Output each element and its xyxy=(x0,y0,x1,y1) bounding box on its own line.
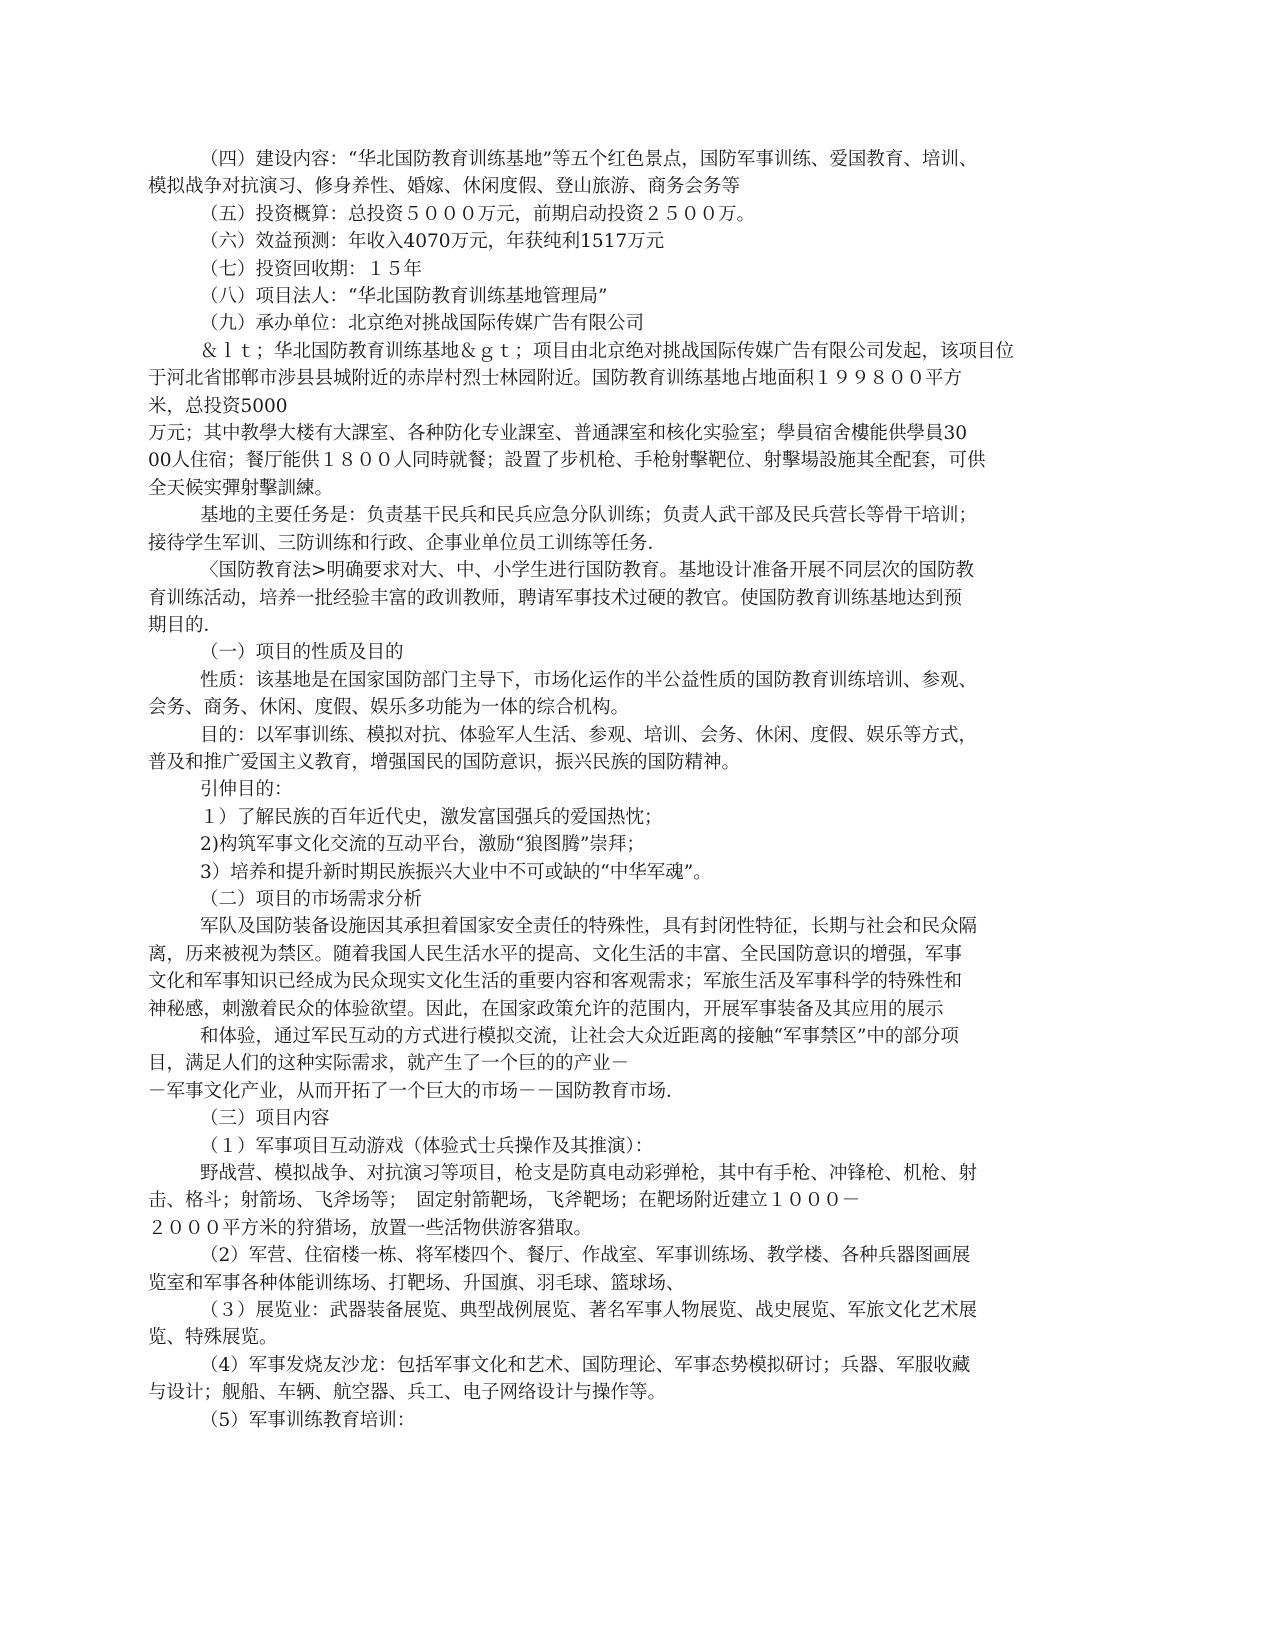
text-line: （2）军营、住宿楼一栋、将军楼四个、餐厅、作战室、军事训练场、教学楼、各种兵器图画展 xyxy=(200,1245,971,1267)
text-line: 于河北省邯郸市涉县县城附近的赤岸村烈士林园附近。国防教育训练基地占地面积１９９８００平方 xyxy=(148,368,963,390)
text-line: 文化和军事知识已经成为民众现实文化生活的重要内容和客观需求；军旅生活及军事科学的特殊性和 xyxy=(148,971,963,993)
text-line: （5）军事训练教育培训： xyxy=(200,1409,416,1431)
text-line: （四）建设内容：“华北国防教育训练基地”等五个红色景点，国防军事训练、爱国教育、培训、 xyxy=(200,149,978,170)
text-line: （五）投资概算：总投资５０００万元，前期启动投资２５００万。 xyxy=(200,203,756,225)
text-line: 万元；其中教學大楼有大課室、各种防化专业課室、普通課室和核化实验室；學員宿舍樓能供學員30 xyxy=(148,423,968,445)
text-line: 00人住宿；餐厅能供１８００人同時就餐；設置了步机枪、手枪射擊靶位、射擊場設施其全配套，可供 xyxy=(148,450,986,472)
text-line: １）了解民族的百年近代史，激发富国强兵的爱国热忱； xyxy=(200,806,663,828)
text-line: 神秘感，刺激着民众的体验欲望。因此，在国家政策允许的范围内，开展军事装备及其应用的展示 xyxy=(148,998,944,1020)
text-line: ＆ｌｔ；华北国防教育训练基地＆ｇｔ；项目由北京绝对挑战国际传媒广告有限公司发起，该项目位 xyxy=(200,340,1015,362)
text-line: 和体验，通过军民互动的方式进行模拟交流，让社会大众近距离的接触“军事禁区”中的部分项 xyxy=(200,1026,959,1047)
text-line: 接待学生军训、三防训练和行政、企事业单位员工训练等任务． xyxy=(148,532,667,554)
text-line: 2)构筑军事文化交流的互动平台，激励“狼图腾”崇拜； xyxy=(200,834,645,856)
text-line: －军事文化产业，从而开拓了一个巨大的市场－－国防教育市场． xyxy=(148,1080,685,1102)
text-line: 〈国防教育法>明确要求对大、中、小学生进行国防教育。基地设计准备开展不同层次的国防教 xyxy=(200,560,975,582)
text-line: 普及和推广爱国主义教育，增强国民的国防意识，振兴民族的国防精神。 xyxy=(148,751,741,773)
text-line: 期目的． xyxy=(148,614,223,636)
text-line: 3）培养和提升新时期民族振兴大业中不可或缺的“中华军魂”。 xyxy=(200,861,712,883)
text-line: 览室和军事各种体能训练场、打靶场、升国旗、羽毛球、篮球场、 xyxy=(148,1272,685,1294)
text-line: 育训练活动，培养一批经验丰富的政训教师，聘请军事技术过硬的教官。使国防教育训练基地达到预 xyxy=(148,587,963,609)
text-line: 军队及国防装备设施因其承担着国家安全责任的特殊性，具有封闭性特征，长期与社会和民众隔 xyxy=(200,916,978,938)
text-line: （三）项目内容 xyxy=(200,1108,330,1130)
text-line: （八）项目法人：“华北国防教育训练基地管理局” xyxy=(200,286,608,308)
text-line: 离，历来被视为禁区。随着我国人民生活水平的提高、文化生活的丰富、全民国防意识的增强，军事 xyxy=(148,943,963,965)
text-line: （4）军事发烧友沙龙：包括军事文化和艺术、国防理论、军事态势模拟研讨；兵器、军服收藏 xyxy=(200,1354,971,1376)
text-line: 模拟战争对抗演习、修身养性、婚嫁、休闲度假、登山旅游、商务会务等 xyxy=(148,176,741,198)
text-line: 全天候实彈射擊訓練。 xyxy=(148,477,334,499)
text-line: 会务、商务、休闲、度假、娱乐多功能为一体的综合机构。 xyxy=(148,697,630,719)
text-line: 米，总投资5000 xyxy=(148,395,288,417)
text-line: （六）效益预测：年收入4070万元，年获纯利1517万元 xyxy=(200,231,665,253)
text-line: （七）投资回收期：１５年 xyxy=(200,258,423,280)
text-line: 基地的主要任务是：负责基干民兵和民兵应急分队训练；负责人武干部及民兵营长等骨干培训； xyxy=(200,505,978,527)
text-line: 与设计；舰船、车辆、航空器、兵工、电子网络设计与操作等。 xyxy=(148,1382,667,1404)
text-line: （３）展览业：武器装备展览、典型战例展览、著名军事人物展览、战史展览、军旅文化艺术展 xyxy=(200,1300,978,1322)
text-line: 目的：以军事训练、模拟对抗、体验军人生活、参观、培训、会务、休闲、度假、娱乐等方式， xyxy=(200,724,978,746)
text-line: 目，满足人们的这种实际需求，就产生了一个巨的的产业－ xyxy=(148,1053,630,1075)
text-line: （一）项目的性质及目的 xyxy=(200,642,404,664)
text-line: 性质：该基地是在国家国防部门主导下，市场化运作的半公益性质的国防教育训练培训、参观、 xyxy=(200,669,978,691)
text-line: （二）项目的市场需求分析 xyxy=(200,888,423,910)
document-page xyxy=(148,146,1108,1434)
text-line: （１）军事项目互动游戏（体验式士兵操作及其推演）： xyxy=(200,1135,654,1157)
text-line: ２０００平方米的狩猎场，放置一些活物供游客猎取。 xyxy=(148,1217,593,1239)
text-line: 击、格斗；射箭场、飞斧场等； 固定射箭靶场，飞斧靶场；在靶场附近建立１０００－ xyxy=(148,1190,861,1212)
text-line: 引伸目的： xyxy=(200,779,293,801)
text-line: 览、特殊展览。 xyxy=(148,1327,278,1349)
text-line: （九）承办单位：北京绝对挑战国际传媒广告有限公司 xyxy=(200,313,645,335)
text-line: 野战营、模拟战争、对抗演习等项目，枪支是防真电动彩弹枪，其中有手枪、冲锋枪、机枪、射 xyxy=(200,1163,978,1185)
